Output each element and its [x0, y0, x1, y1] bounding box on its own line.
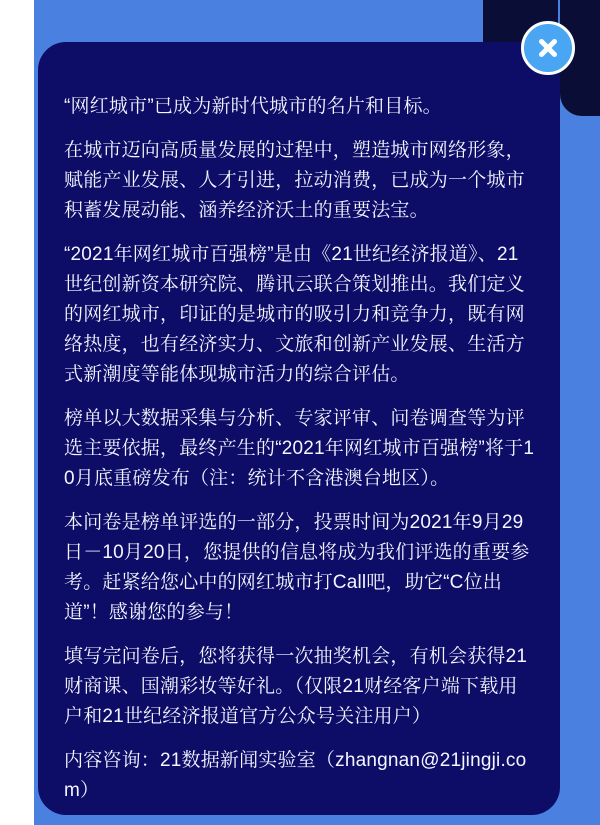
intro-paragraph-organizers: “2021年网红城市百强榜”是由《21世纪经济报道》、21世纪创新资本研究院、腾讯云联合策划推出。我们定义的网红城市，印证的是城市的吸引力和竞争力，既有网络热度，也有经济实力、文旅和创新产业发展、生活方式新潮度等能体现城市活力的综合评估。 [64, 244, 525, 385]
intro-paragraph-lottery: 填写完问卷后，您将获得一次抽奖机会，有机会获得21财商课、国潮彩妆等好礼。（仅限21财经客户端下载用户和21世纪经济报道官方公众号关注用户） [64, 646, 528, 727]
intro-paragraph-headline: “网红城市”已成为新时代城市的名片和目标。 [64, 96, 442, 117]
intro-paragraph-contact: 内容咨询：21数据新闻实验室（zhangnan@21jingji.com） [64, 750, 527, 801]
intro-paragraph-methodology: 榜单以大数据采集与分析、专家评审、问卷调查等为评选主要依据，最终产生的“2021年网红城市百强榜”将于10月底重磅发布（注：统计不含港澳台地区）。 [64, 408, 535, 489]
close-button[interactable] [521, 21, 575, 75]
close-icon [537, 37, 559, 59]
intro-paragraph-voting-period: 本问卷是榜单评选的一部分，投票时间为2021年9月29日－10月20日，您提供的信息将成为我们评选的重要参考。赶紧给您心中的网红城市打Call吧，助它“C位出道”！感谢您的参与！ [64, 512, 530, 623]
intro-paragraph-context: 在城市迈向高质量发展的过程中，塑造城市网络形象，赋能产业发展、人才引进，拉动消费，已成为一个城市积蓄发展动能、涵养经济沃土的重要法宝。 [64, 140, 525, 221]
intro-card [38, 42, 560, 815]
